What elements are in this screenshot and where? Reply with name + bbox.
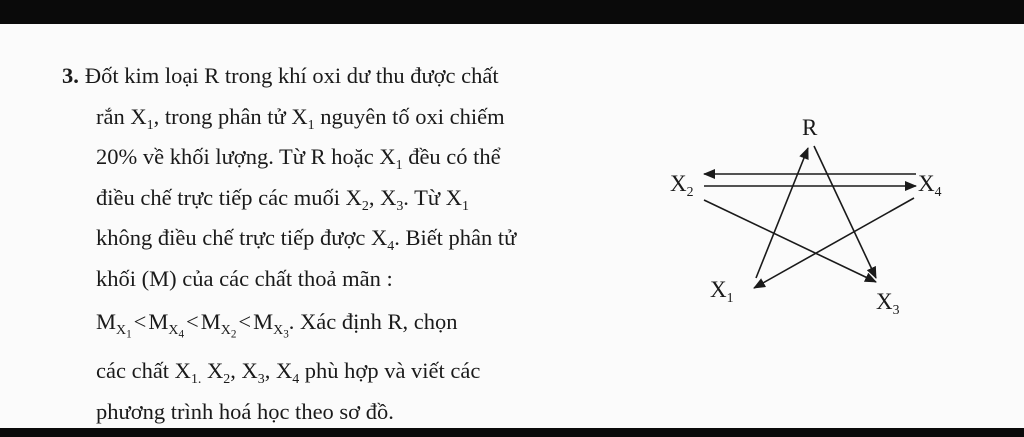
problem-number: 3. [62, 63, 79, 88]
arrow-x4-to-x1 [754, 198, 914, 288]
problem-line-3: 20% về khối lượng. Từ R hoặc $X_1$ đều có thể [96, 144, 501, 173]
node-x3: $X_3$ [876, 289, 900, 317]
problem-line-8: các chất $X_{1.}$ $X_2$, $X_3$, $X_4$ phù hợp và viết các [96, 358, 481, 387]
problem-line-5: không điều chế trực tiếp được $X_4$. Biết phân tử [96, 225, 517, 254]
problem-text [62, 56, 622, 428]
document-page [0, 24, 1024, 428]
molar-mass-inequality: $M_{X_1}<M_{X_4}<M_{X_2}<M_{X_3}$. Xác định R, chọn [96, 309, 458, 341]
arrow-x1-to-r [756, 148, 808, 278]
node-x2: $X_2$ [670, 171, 694, 199]
problem-line-4: điều chế trực tiếp các muối $X_2$, $X_3$. Từ $X_1$ [96, 184, 469, 214]
problem-line-2: rắn $X_1$, trong phân tử $X_1$ nguyên tố oxi chiếm [96, 103, 505, 133]
node-x1: $X_1$ [710, 277, 734, 305]
node-x4: $X_4$ [918, 171, 942, 199]
problem-line-9: phương trình hoá học theo sơ đồ. [96, 398, 394, 424]
problem-line-1: 3. Đốt kim loại R trong khí oxi dư thu được chất [62, 63, 499, 88]
reaction-scheme-diagram [652, 88, 972, 328]
problem-line-6: khối (M) của các chất thoả mãn : [96, 265, 393, 291]
top-black-bar [0, 0, 1024, 24]
bottom-black-bar [0, 428, 1024, 437]
node-r: R [802, 115, 818, 140]
arrow-r-to-x3 [814, 146, 876, 278]
arrow-x2-to-x3 [704, 200, 876, 282]
